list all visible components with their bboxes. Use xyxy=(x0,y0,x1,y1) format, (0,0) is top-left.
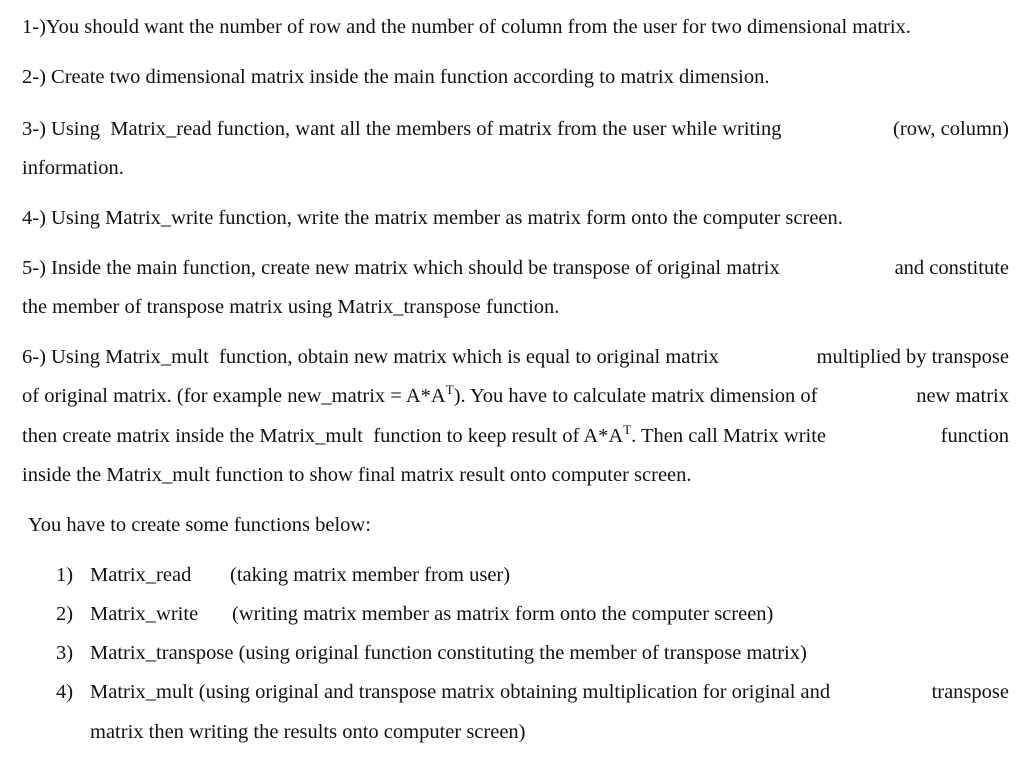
step-6-line-3: then create matrix inside the Matrix_mult function to keep result of $A*A^T$. Then call Matrix write function xyxy=(22,422,1009,447)
function-item-1: 1) Matrix_read (taking matrix member from user) xyxy=(56,564,511,586)
step-3-line-1: 3-) Using Matrix_read function, want all the members of matrix from the user while writing (row, column) xyxy=(22,118,1009,140)
function-item-2: 2) Matrix_write (writing matrix member as matrix form onto the computer screen) xyxy=(56,603,774,625)
step-1: 1-)You should want the number of row and the number of column from the user for two dimensional matrix. xyxy=(22,16,911,38)
function-item-3: 3) Matrix_transpose (using original function constituting the member of transpose matrix) xyxy=(56,642,807,664)
step-3-line-2: information. xyxy=(22,157,124,179)
step-5-line-1: 5-) Inside the main function, create new matrix which should be transpose of original matrix and constitute xyxy=(22,257,1009,279)
step-6-line-1: 6-) Using Matrix_mult function, obtain new matrix which is equal to original matrix multiplied by transpose xyxy=(22,346,1009,368)
function-item-4-line-1: 4) Matrix_mult (using original and transpose matrix obtaining multiplication for original and transpose xyxy=(56,681,1009,703)
step-4: 4-) Using Matrix_write function, write the matrix member as matrix form onto the computer screen. xyxy=(22,207,843,229)
functions-intro: You have to create some functions below: xyxy=(28,514,371,536)
step-6-line-4: inside the Matrix_mult function to show final matrix result onto computer screen. xyxy=(22,464,692,486)
function-item-4-line-2: matrix then writing the results onto computer screen) xyxy=(90,721,526,743)
transpose-superscript: T xyxy=(445,382,454,397)
step-6-line-2: of original matrix. (for example new_matrix = $A*A^T$). You have to calculate matrix dimension of new matrix xyxy=(22,382,1009,407)
step-5-line-2: the member of transpose matrix using Matrix_transpose function. xyxy=(22,296,560,318)
step-2: 2-) Create two dimensional matrix inside the main function according to matrix dimension. xyxy=(22,66,770,88)
transpose-superscript: T xyxy=(623,422,632,437)
